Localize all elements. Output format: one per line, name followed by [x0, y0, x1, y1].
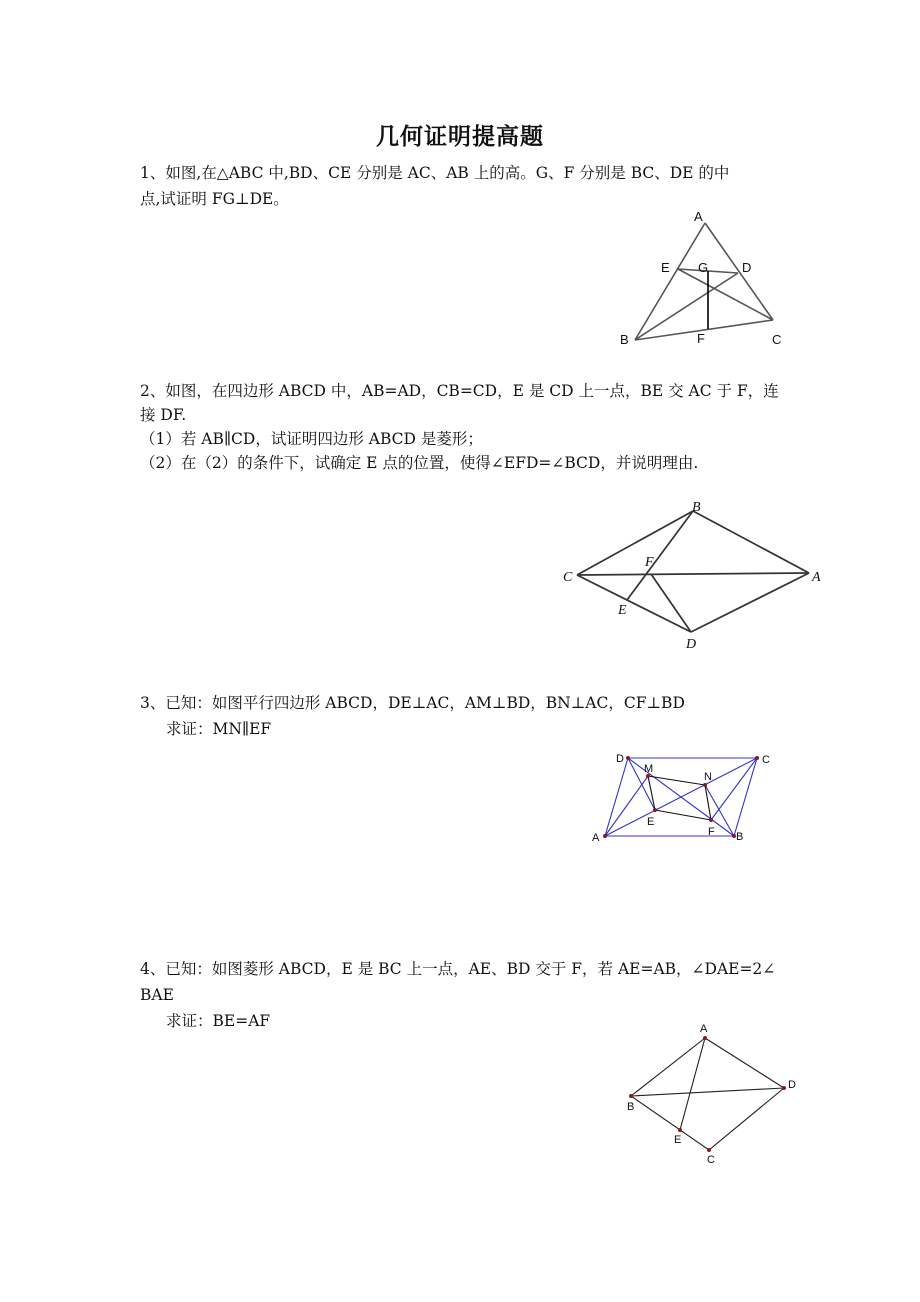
segment-dc	[577, 575, 691, 632]
segment-dc	[709, 1088, 784, 1150]
segment-ab	[635, 223, 705, 340]
problem-2-line-4: （2）在（2）的条件下，试确定 E 点的位置，使得∠EFD=∠BCD，并说明理由.	[140, 454, 699, 472]
segment-ae	[680, 1038, 705, 1130]
problem-1-line-2: 点,试证明 FG⊥DE。	[140, 190, 289, 208]
label-d: D	[686, 637, 697, 652]
label-a: A	[812, 570, 821, 585]
page-title: 几何证明提高题	[376, 123, 544, 150]
segment-ca	[577, 573, 809, 575]
segment-ab	[631, 1038, 705, 1096]
segment-mn	[648, 776, 705, 785]
segment-ef	[655, 810, 711, 820]
problem-4-line-3: 求证：BE=AF	[166, 1012, 271, 1030]
segment-ad	[691, 573, 809, 632]
segment-me	[648, 776, 655, 810]
segment-cb	[631, 1096, 709, 1150]
problem-3-line-2: 求证：MN∥EF	[166, 720, 272, 738]
label-e: E	[661, 260, 670, 275]
segment-bd	[635, 273, 738, 340]
label-m: M	[644, 763, 654, 775]
segment-cb	[577, 511, 693, 575]
segment-cb	[734, 758, 757, 836]
diagonal-bd	[631, 1088, 784, 1096]
label-e: E	[674, 1134, 682, 1146]
label-f: F	[708, 826, 715, 838]
problem-2-line-3: （1）若 AB∥CD，试证明四边形 ABCD 是菱形；	[140, 430, 483, 448]
problem-2-line-1: 2、如图，在四边形 ABCD 中，AB=AD，CB=CD，E 是 CD 上一点，BE 交 AC 于 F，连	[140, 382, 779, 400]
problem-3-line-1: 3、已知：如图平行四边形 ABCD，DE⊥AC，AM⊥BD，BN⊥AC，CF⊥BD	[140, 694, 685, 712]
figure-4-rhombus	[610, 1020, 810, 1170]
label-n: N	[704, 771, 712, 783]
segment-cf	[711, 758, 757, 820]
label-f: F	[697, 331, 705, 346]
segment-ad	[605, 758, 628, 836]
label-d: D	[616, 753, 624, 765]
label-a: A	[700, 1023, 708, 1035]
figure-2-quadrilateral	[555, 495, 835, 655]
label-d: D	[788, 1079, 796, 1091]
label-c: C	[563, 570, 573, 585]
label-b: B	[620, 332, 629, 347]
label-d: D	[742, 260, 752, 275]
segment-fd	[651, 574, 691, 632]
label-g: G	[698, 260, 709, 275]
problem-4-line-2: BAE	[140, 986, 174, 1004]
problem-2-line-2: 接 DF.	[140, 406, 187, 424]
label-c: C	[762, 754, 770, 766]
figure-1-triangle	[610, 205, 800, 355]
segment-ce	[678, 269, 773, 320]
label-e: E	[618, 603, 627, 618]
label-a: A	[592, 832, 600, 844]
label-b: B	[736, 831, 744, 843]
problem-4-line-1: 4、已知：如图菱形 ABCD，E 是 BC 上一点，AE、BD 交于 F，若 AE=AB，∠DAE=2∠	[140, 960, 776, 978]
label-c: C	[707, 1154, 715, 1166]
label-f: F	[645, 555, 654, 570]
label-e: E	[647, 816, 655, 828]
segment-ba	[693, 511, 809, 573]
figure-3-parallelogram	[585, 745, 785, 850]
label-a: A	[694, 209, 703, 224]
label-b: B	[627, 1101, 635, 1113]
problem-1-line-1: 1、如图,在△ABC 中,BD、CE 分别是 AC、AB 上的高。G、F 分别是 BC、DE 的中	[140, 164, 730, 182]
label-c: C	[772, 332, 782, 347]
segment-ad	[705, 1038, 784, 1088]
label-b: B	[692, 500, 701, 515]
